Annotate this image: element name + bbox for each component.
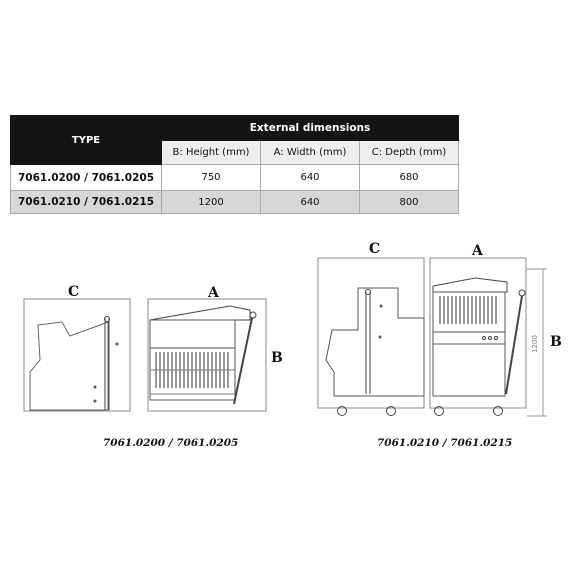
- tall-slicer-front-view: [430, 258, 526, 416]
- left-height-label: B: [271, 350, 283, 366]
- small-slicer-front-view: [148, 299, 266, 411]
- depth-cell: 680: [360, 165, 459, 191]
- tall-slicer-side-view: [318, 258, 424, 416]
- width-cell: 640: [261, 191, 360, 214]
- right-height-label: B: [550, 334, 562, 350]
- left-figure-caption: 7061.0200 / 7061.0205: [103, 437, 239, 449]
- type-cell: 7061.0210 / 7061.0215: [11, 191, 162, 214]
- height-dimension-text: 1200: [530, 335, 539, 353]
- width-cell: 640: [261, 165, 360, 191]
- depth-column-header: C: Depth (mm): [360, 141, 459, 165]
- small-slicer-side-view: [24, 299, 130, 411]
- type-header: TYPE: [11, 116, 162, 165]
- right-width-label: A: [472, 243, 483, 259]
- right-figure-caption: 7061.0210 / 7061.0215: [377, 437, 513, 449]
- left-depth-label: C: [68, 284, 80, 300]
- width-column-header: A: Width (mm): [261, 141, 360, 165]
- type-cell: 7061.0200 / 7061.0205: [11, 165, 162, 191]
- external-dimensions-header: External dimensions: [162, 116, 459, 141]
- height-cell: 1200: [162, 191, 261, 214]
- right-depth-label: C: [369, 241, 381, 257]
- height-cell: 750: [162, 165, 261, 191]
- left-width-label: A: [208, 285, 219, 301]
- depth-cell: 800: [360, 191, 459, 214]
- height-column-header: B: Height (mm): [162, 141, 261, 165]
